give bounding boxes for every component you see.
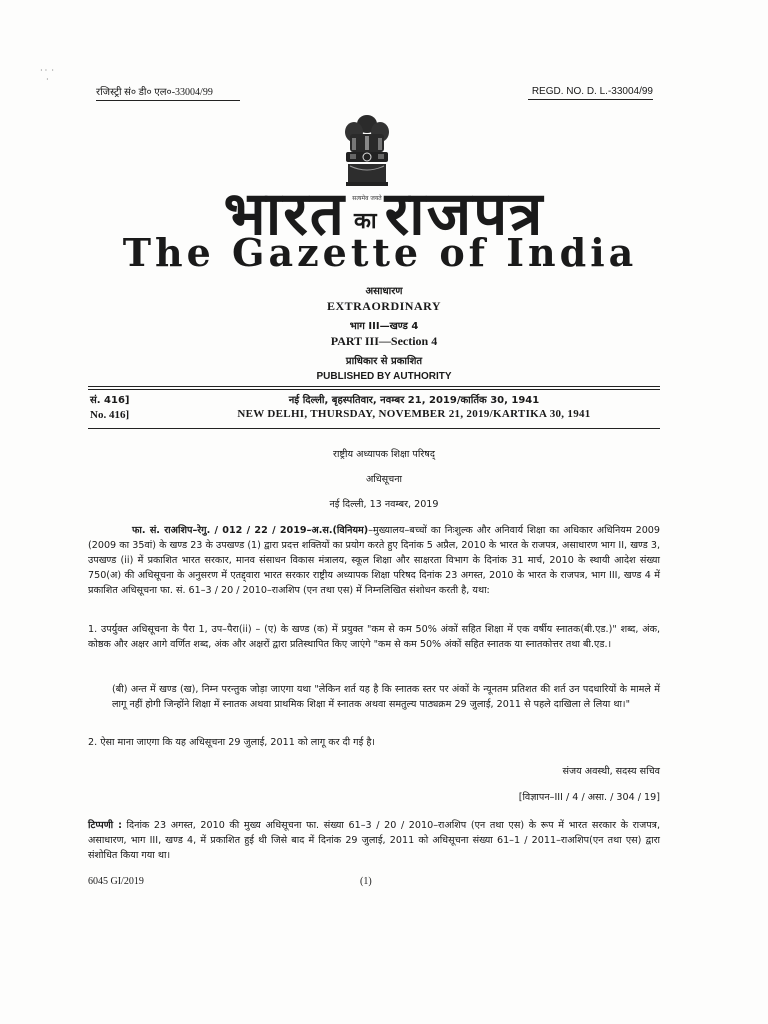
registration-number-hindi: रजिस्ट्री सं० डी० एल०-33004/99 (96, 84, 240, 101)
notice-heading: अधिसूचना (365, 474, 403, 485)
authority-english: PUBLISHED BY AUTHORITY (316, 371, 452, 382)
emblem-motto: सत्यमेव जयते (352, 195, 382, 202)
divider-top-thin (88, 389, 660, 390)
authority-hindi: प्राधिकार से प्रकाशित (345, 356, 423, 367)
title-hindi-part-1: भारत (223, 179, 347, 249)
notice-body-text: –मुख्यालय–बच्चों का निःशुल्क और अनिवार्य शिक्षा का अधिकार अधिनियम 2009 (2009 का 35वां) के खण्ड 23 के उपखण्ड (1) द्वारा प्रदत्त शक्तियों का प्रयोग करते हुए दिनांक 5 अप्रैल, 2010 के भारत के राजपत्र, असाधारण भाग II, खण्ड 3, उपखण्ड (ii) में प्रकाशित भारत सरकार, मानव संसाधन विकास मंत्रालय, स्कूल शिक्षा और साक्षरता विभाग के दिनांक 31 मार्च, 2010 के स्थायी आदेश संख्या 750(अ) की अधिसूचना के अनुसरण में एतद्द्वारा भारत सरकार राष्ट्रीय अध्यापक शिक्षा परिषद दिनांक 23 अगस्त, 2010 के भारत के राजपत्र, भाग III, खण्ड 4 में प्रकाशित अधिसूचना फा. सं. 61–3 / 20 / 2010–राअशिप (एन तथा एस) में निम्नलिखित संशोधन करती है, यथा: (88, 525, 661, 596)
divider-bottom (88, 428, 660, 429)
paragraph-2: 2. ऐसा माना जाएगा कि यह अधिसूचना 29 जुलाई, 2011 को लागू कर दी गई है। (88, 737, 376, 748)
issue-date-english: NEW DELHI, THURSDAY, NOVEMBER 21, 2019/KARTIKA 30, 1941 (237, 408, 591, 420)
title-hindi-part-2: का (354, 209, 377, 234)
issue-number-english: No. 416] (90, 409, 130, 421)
status-english: EXTRAORDINARY (326, 299, 442, 313)
page-number: (1) (360, 876, 372, 887)
paragraph-1b: (बी) अन्त में खण्ड (ख), निम्न परन्तुक जोड़ा जाएगा यथा "लेकिन शर्त यह है कि स्नातक स्तर पर अंकों के न्यूनतम प्रतिशत की शर्त उन पदधारियों के मामले में लागू नहीं होगी जिन्होंने शिक्षा में स्नातक अथवा प्राथमिक शिक्षा में स्नातक अथवा समतुल्य पाठ्यक्रम 29 जुलाई, 2011 से पहले दाखिला ले लिया था।" (112, 684, 660, 710)
scan-specks: · · · · (40, 66, 54, 84)
gazette-title-english: The Gazette of India (122, 230, 638, 275)
note (88, 818, 660, 863)
notice-place-date: नई दिल्ली, 13 नवम्बर, 2019 (329, 499, 439, 510)
note-label: टिप्पणी : (88, 820, 122, 831)
paragraph-1: 1. उपर्युक्त अधिसूचना के पैरा 1, उप–पैरा(ii) – (ए) के खण्ड (क) में प्रयुक्त "कम से कम 50% अंकों सहित शिक्षा में एक वर्षीय स्नातक(बी.एड.)" शब्द, अंक, कोष्ठक और अक्षर आगे वर्णित शब्द, अंक और अक्षरों द्वारा प्रतिस्थापित किए जाएंगे "कम से कम 50% अंकों सहित स्नातक या स्नातकोत्तर तथा बी.एड.। (88, 624, 660, 650)
part-english: PART III—Section 4 (330, 334, 438, 348)
title-hindi-part-3: राजपत्र (384, 179, 545, 249)
note-text: दिनांक 23 अगस्त, 2010 की मुख्य अधिसूचना फा. संख्या 61–3 / 20 / 2010–राअशिप (एन तथा एस) के रूप में भारत सरकार के राजपत्र, असाधारण, भाग III, खण्ड 4, में प्रकाशित हुई थी जिसे बाद में दिनांक 29 जुलाई, 2011 को अधिसूचना संख्या 61–1 / 2011–राअशिप(एन तथा एस) द्वारा संशोधित किया गया था। (88, 820, 660, 861)
advertisement-reference: [विज्ञापन–III / 4 / असा. / 304 / 19] (518, 792, 660, 803)
notice-body (88, 523, 660, 598)
organization-name: राष्ट्रीय अध्यापक शिक्षा परिषद् (333, 449, 435, 460)
registration-number-english: REGD. NO. D. L.-33004/99 (528, 86, 653, 100)
issue-date-hindi: नई दिल्ली, बृहस्पतिवार, नवम्बर 21, 2019/कार्तिक 30, 1941 (288, 395, 540, 406)
signatory: संजय अवस्थी, सदस्य सचिव (562, 766, 660, 777)
divider-top (88, 386, 660, 387)
footer-code: 6045 GI/2019 (88, 876, 144, 887)
part-hindi: भाग III—खण्ड 4 (349, 321, 419, 332)
issue-number-hindi: सं. 416] (90, 395, 130, 406)
file-number: फा. सं. राअशिप–रेगु. / 012 / 22 / 2019–अ.स.(विनियम) (132, 525, 369, 536)
status-hindi: असाधारण (365, 286, 403, 297)
